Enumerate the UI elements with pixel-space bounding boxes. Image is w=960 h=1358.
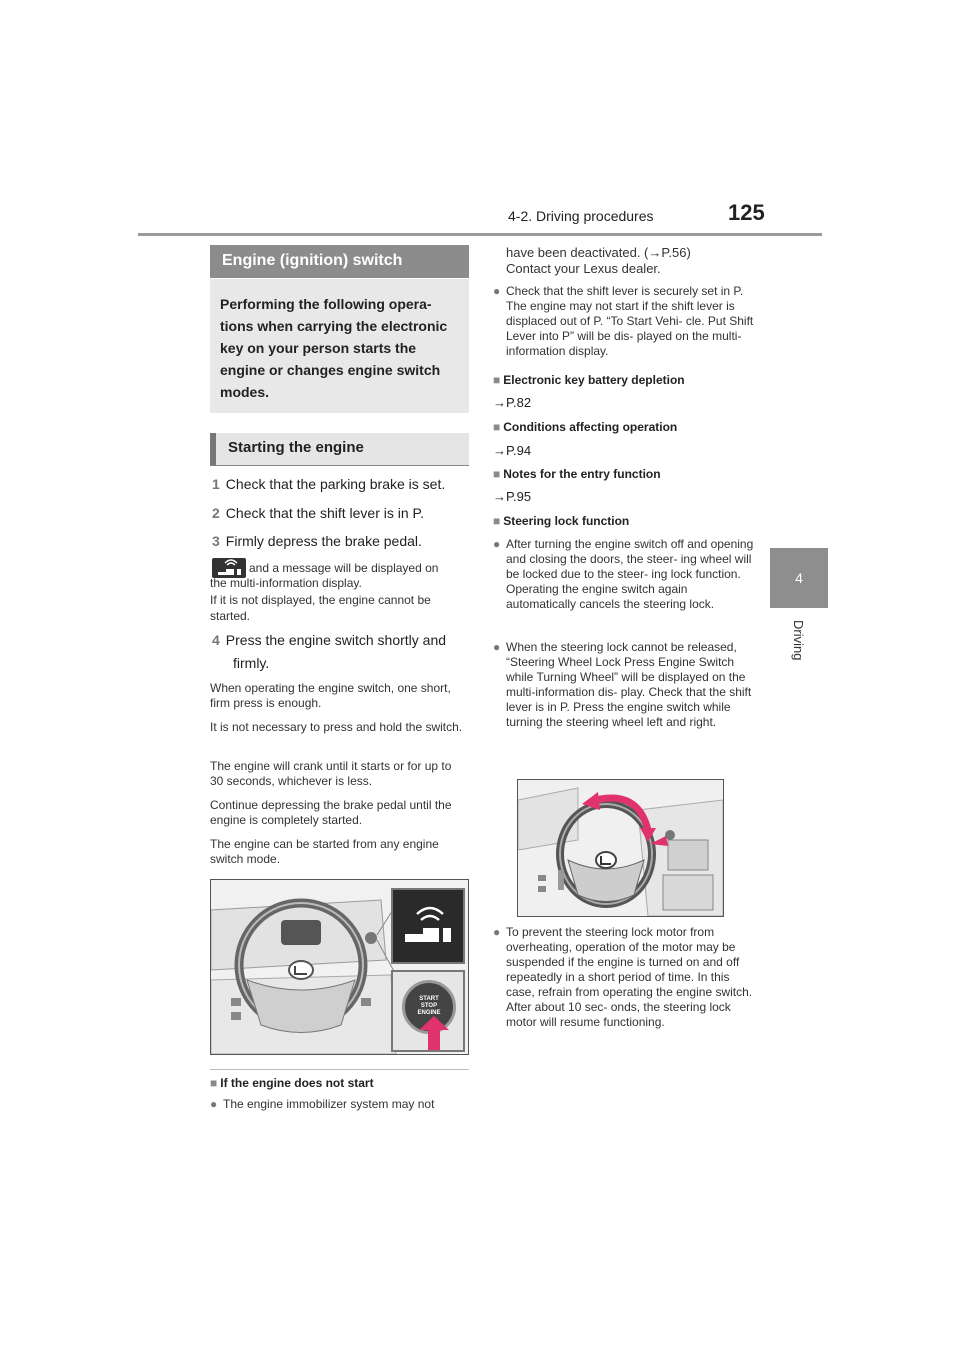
subsection-heading: Starting the engine — [210, 433, 469, 466]
steering-bullet-2: ● When the steering lock cannot be released, “Steering Wheel Lock Press Engine Switch while Turning Wheel” will be displayed on the multi-information dis- play. Check that the shift lever is in P. Press the engine switch while turning the steering wheel left and right. — [493, 640, 752, 729]
step-number: 1 — [212, 476, 220, 492]
step-text: Check that the shift lever is in P. — [225, 505, 424, 521]
key-indicator-icon — [212, 558, 246, 578]
steering-lock-heading: ■ Steering lock function — [493, 514, 630, 528]
section-title: 4-2. Driving procedures — [508, 208, 654, 224]
step-3 — [212, 533, 422, 549]
bullet-icon: ● — [210, 1097, 218, 1111]
indicator-inset — [391, 888, 465, 964]
indicator-note-3: If it is not displayed, the engine cannot be — [210, 593, 431, 607]
bullet-icon: ● — [493, 640, 501, 654]
step-2 — [212, 505, 424, 521]
indicator-note-2: the multi-information display. — [210, 576, 362, 590]
step-text: Firmly depress the brake pedal. — [225, 533, 422, 549]
conditions-ref[interactable]: →P.94 — [493, 443, 532, 458]
page-number: 125 — [728, 200, 765, 225]
divider — [210, 1069, 469, 1070]
step-text: Check that the parking brake is set. — [225, 476, 446, 492]
entry-function-heading: ■ Notes for the entry function — [493, 467, 661, 481]
start-button-label: START STOP ENGINE — [417, 996, 441, 1016]
section-heading: Engine (ignition) switch — [210, 245, 469, 278]
no-start-heading: ■ If the engine does not start — [210, 1076, 374, 1090]
continued-text: have been deactivated. (→P.56) Contact your Lexus dealer. — [506, 245, 691, 276]
indicator-note-4: started. — [210, 609, 251, 623]
press-arrow-icon — [419, 1016, 449, 1050]
step-4-cont: firmly. — [233, 655, 270, 671]
para-3: The engine will crank until it starts or for up to 30 seconds, whichever is less. — [210, 759, 452, 788]
key-indicator-large-icon — [393, 890, 463, 962]
conditions-heading: ■ Conditions affecting operation — [493, 420, 678, 434]
step-1 — [212, 476, 445, 492]
entry-function-ref[interactable]: →P.95 — [493, 489, 532, 504]
battery-ref[interactable]: →P.82 — [493, 395, 532, 410]
chapter-tab[interactable]: 4 — [770, 548, 828, 608]
bullet-icon: ● — [493, 284, 501, 298]
chapter-label-text: Driving — [791, 620, 806, 661]
para-2: It is not necessary to press and hold the switch. — [210, 720, 463, 734]
steering-bullet-1: ● After turning the engine switch off and opening and closing the doors, the steer- ing wheel will be locked due to the steer- ing lock function. Operating the engine switch again automatically cancels the steering lock. — [493, 537, 754, 611]
no-start-bullet: ● The engine immobilizer system may not — [210, 1097, 435, 1111]
indicator-note-1: and a message will be displayed on — [249, 561, 439, 575]
step-text: Press the engine switch shortly and — [225, 632, 447, 648]
step-number: 3 — [212, 533, 220, 549]
shift-lever-bullet: ● Check that the shift lever is securely set in P. The engine may not start if the shift lever is displaced out of P. “To Start Vehi- cle. Put Shift Lever into P” will be dis- played on the multi-information display. — [493, 284, 754, 358]
chapter-label — [770, 620, 828, 660]
para-1: When operating the engine switch, one short, firm press is enough. — [210, 681, 451, 710]
battery-heading: ■ Electronic key battery depletion — [493, 373, 685, 387]
step-number: 2 — [212, 505, 220, 521]
dashboard-illustration — [210, 879, 469, 1055]
para-5: The engine can be started from any engine switch mode. — [210, 837, 439, 866]
bullet-icon: ● — [493, 537, 501, 551]
steering-bullet-3: ● To prevent the steering lock motor from overheating, operation of the motor may be suspended if the engine is turned on and off repeatedly in a short period of time. In this case, refrain from operating the engine switch. After about 10 sec- onds, the steering lock motor will resume functioning. — [493, 925, 753, 1029]
start-button-inset — [391, 970, 465, 1052]
intro-box: Performing the following opera- tions when carrying the electronic key on your person starts the engine or changes engine switch modes. — [210, 279, 469, 413]
header-rule — [138, 233, 822, 236]
para-4: Continue depressing the brake pedal until the engine is completely started. — [210, 798, 452, 827]
bullet-icon: ● — [493, 925, 501, 939]
step-4 — [212, 632, 446, 648]
steering-illustration — [517, 779, 724, 917]
step-number: 4 — [212, 632, 220, 648]
